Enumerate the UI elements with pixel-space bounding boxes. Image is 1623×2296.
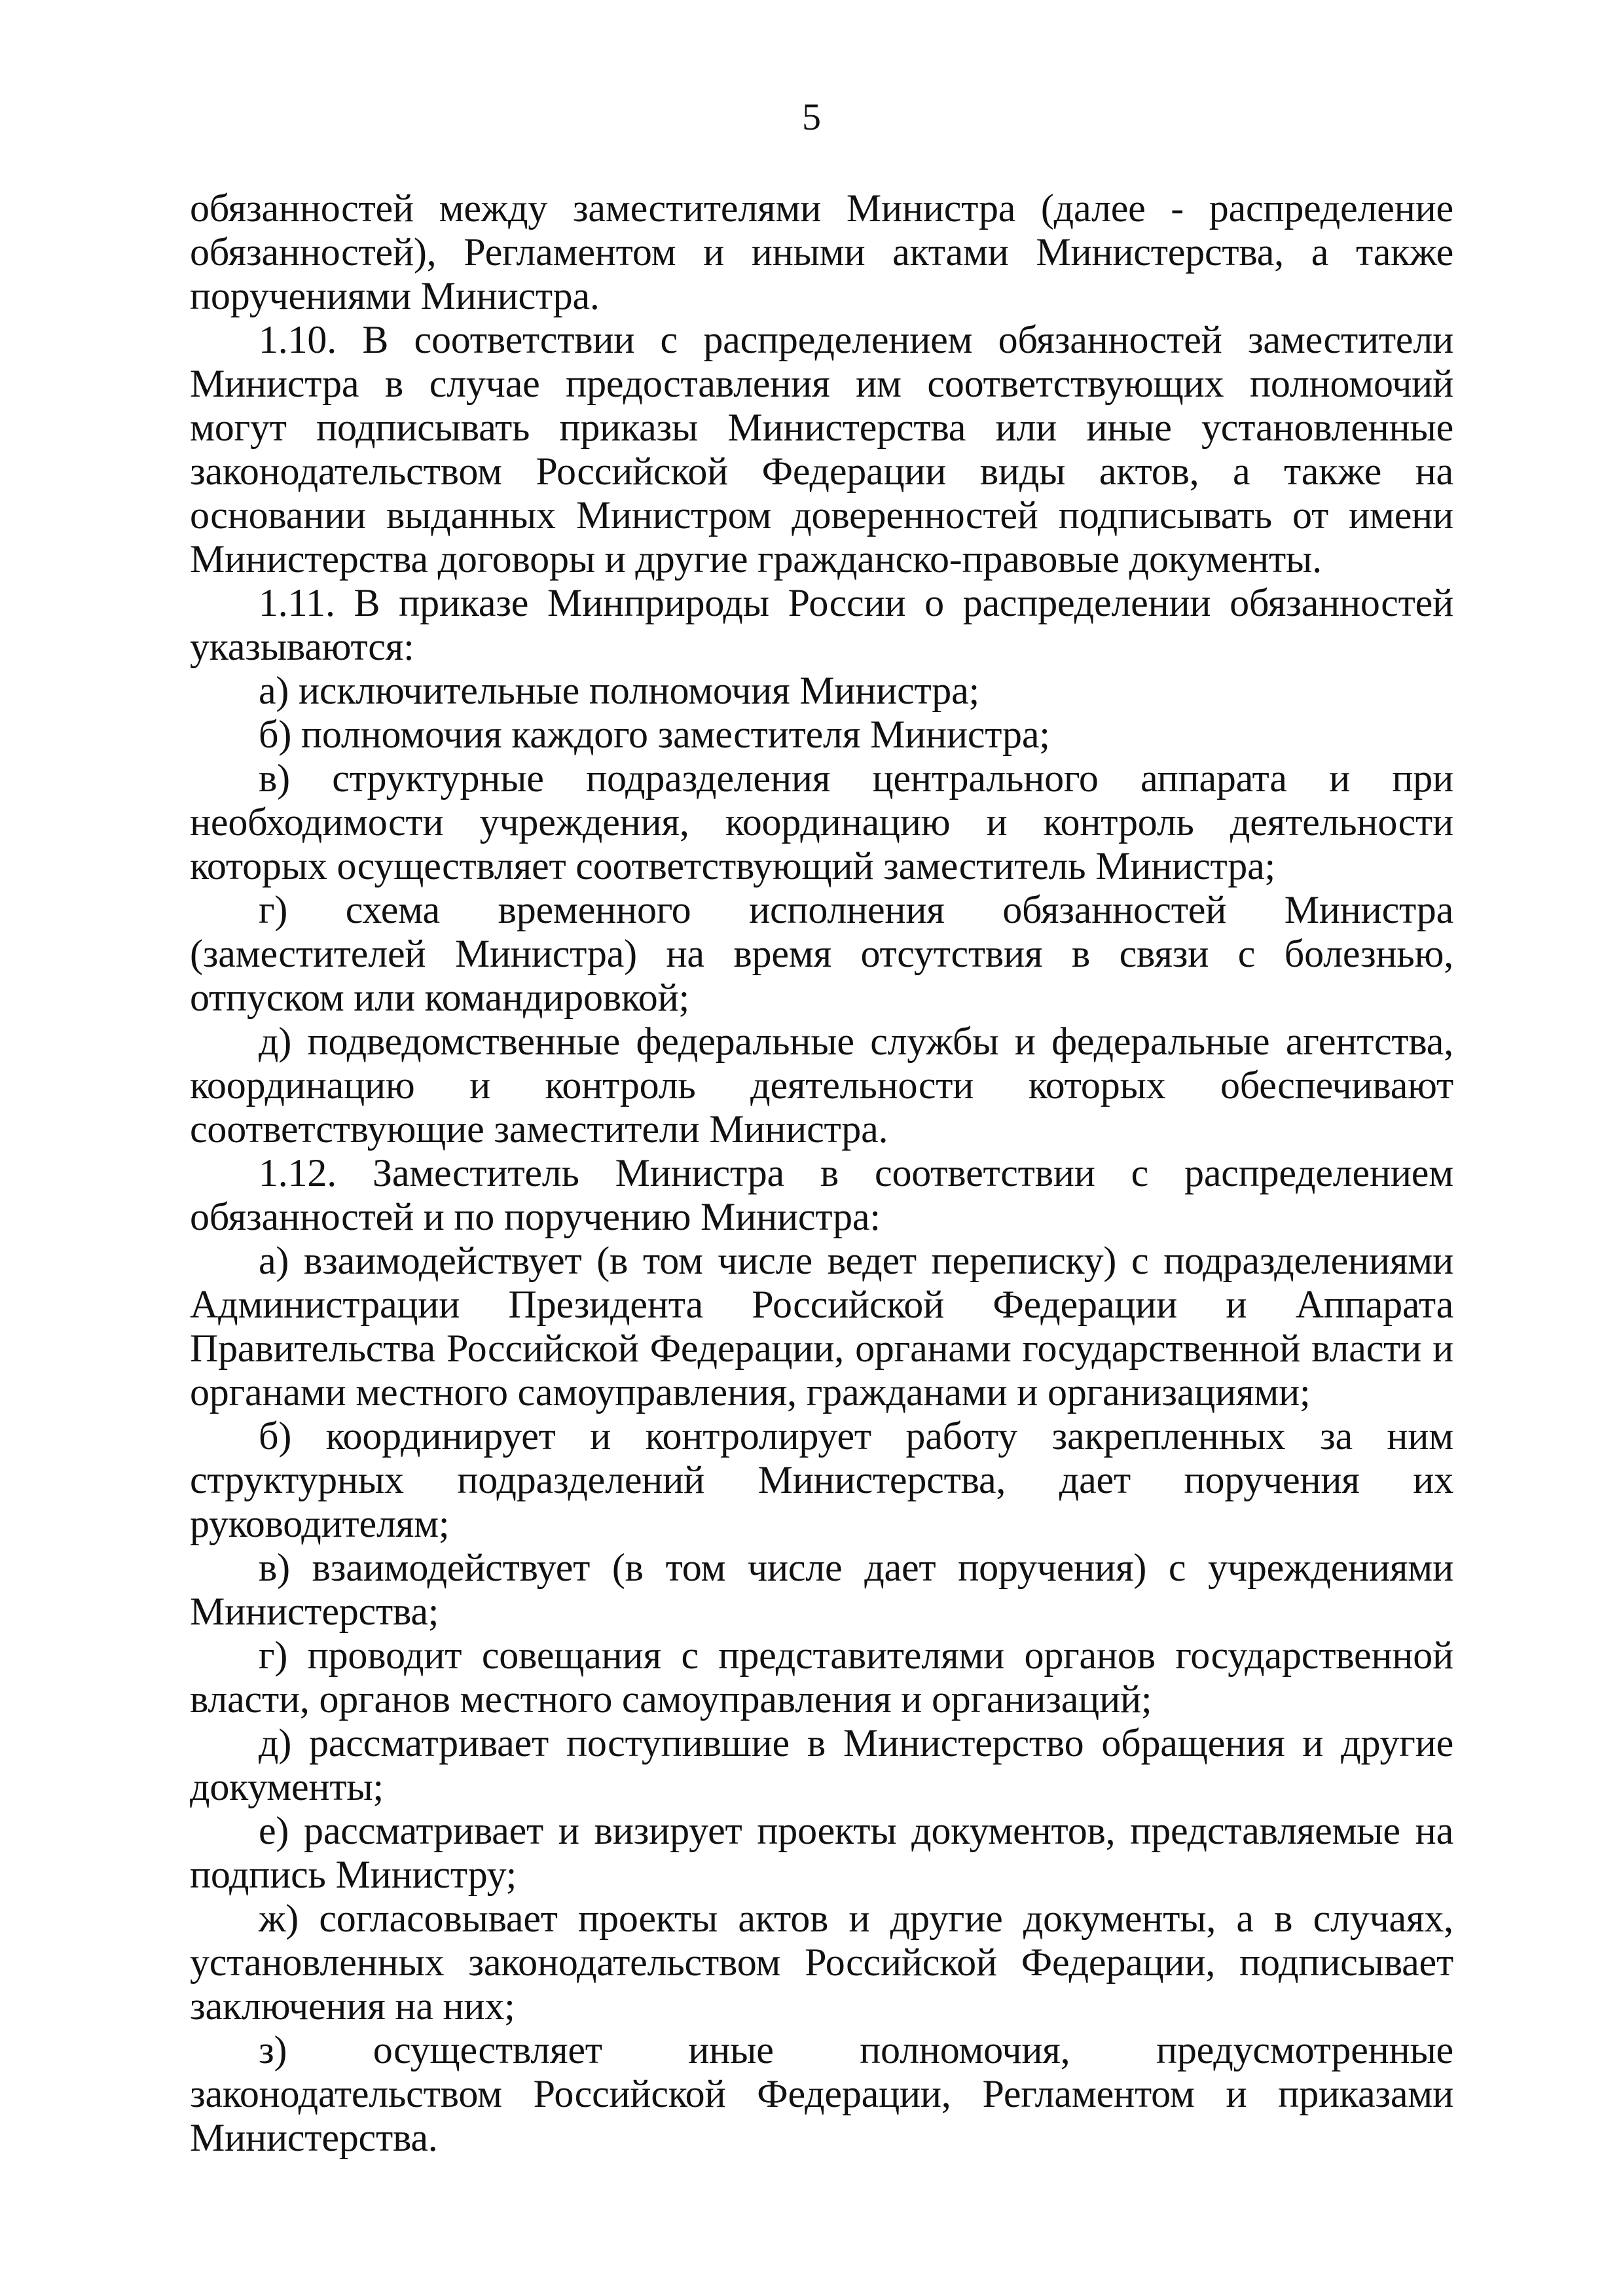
list-item-1-11-v: в) структурные подразделения центрального аппарата и при необходимости учреждения, координацию и контроль деятельности которых осуществляет соответствующий заместитель Министра; xyxy=(190,757,1453,888)
list-item-1-12-v: в) взаимодействует (в том числе дает поручения) с учреждениями Министерства; xyxy=(190,1546,1453,1633)
list-item-1-11-a: а) исключительные полномочия Министра; xyxy=(259,669,979,712)
list-item-1-12-e: е) рассматривает и визирует проекты документов, представляемые на подпись Министру; xyxy=(190,1809,1453,1896)
list-item-1-11-d: д) подведомственные федеральные службы и федеральные агентства, координацию и контроль деятельности которых обеспечивают соответствующие заместители Министра. xyxy=(190,1020,1453,1151)
list-item-1-11-g: г) схема временного исполнения обязанностей Министра (заместителей Министра) на время отсутствия в связи с болезнью, отпуском или командировкой; xyxy=(190,888,1453,1019)
paragraph-continuation: обязанностей между заместителями Министра (далее - распределение обязанностей), Регламентом и иными актами Министерства, а также поручениями Министра. xyxy=(190,187,1453,317)
list-item-1-12-g: г) проводит совещания с представителями органов государственной власти, органов местного самоуправления и организаций; xyxy=(190,1634,1453,1721)
list-item-1-12-b: б) координирует и контролирует работу закрепленных за ним структурных подразделений Министерства, дает поручения их руководителям; xyxy=(190,1414,1453,1545)
list-item-1-12-d: д) рассматривает поступившие в Министерство обращения и другие документы; xyxy=(190,1721,1453,1808)
list-item-1-12-z: з) осуществляет иные полномочия, предусмотренные законодательством Российской Федерации, Регламентом и приказами Министерства. xyxy=(190,2028,1453,2159)
document-body xyxy=(190,187,1453,2160)
page-number: 5 xyxy=(802,96,821,138)
list-item-1-12-a: а) взаимодействует (в том числе ведет переписку) с подразделениями Администрации Президента Российской Федерации и Аппарата Правительства Российской Федерации, органами государственной власти и органами местного самоуправления, гражданами и организациями; xyxy=(190,1239,1453,1414)
list-item-1-11-b: б) полномочия каждого заместителя Министра; xyxy=(259,713,1050,756)
paragraph-1-12: 1.12. Заместитель Министра в соответствии с распределением обязанностей и по поручению Министра: xyxy=(190,1151,1453,1238)
paragraph-1-10: 1.10. В соответствии с распределением обязанностей заместители Министра в случае предоставления им соответствующих полномочий могут подписывать приказы Министерства или иные установленные законодательством Российской Федерации виды актов, а также на основании выданных Министром доверенностей подписывать от имени Министерства договоры и другие гражданско-правовые документы. xyxy=(190,318,1453,581)
paragraph-1-11: 1.11. В приказе Минприроды России о распределении обязанностей указываются: xyxy=(190,581,1453,668)
list-item-1-12-zh: ж) согласовывает проекты актов и другие документы, а в случаях, установленных законодательством Российской Федерации, подписывает заключения на них; xyxy=(190,1897,1453,2028)
